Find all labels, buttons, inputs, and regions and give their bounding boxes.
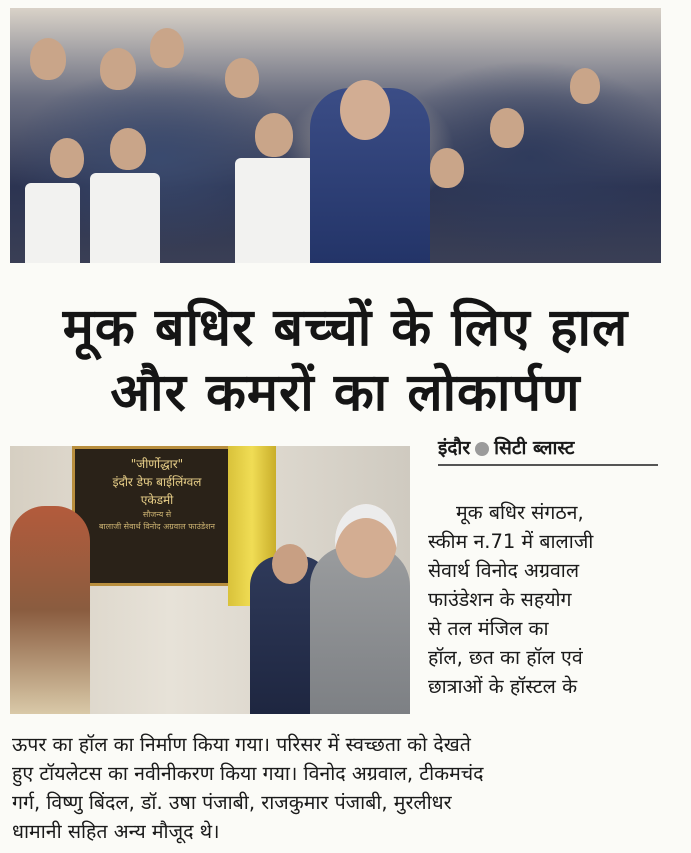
headline-line-2: और कमरों का लोकार्पण — [110, 363, 581, 423]
article-line: हुए टॉयलेटस का नवीनीकरण किया गया। विनोद अग्रवाल, टीकमचंद — [12, 762, 484, 785]
article-line: मूक बधिर संगठन, — [456, 501, 584, 524]
article-line: हॉल, छत का हॉल एवं — [428, 646, 583, 669]
dateline — [438, 434, 658, 466]
article-line: छात्राओं के हॉस्टल के — [428, 675, 578, 698]
inauguration-plaque: "जीर्णोद्धार" इंदौर डेफ बाईलिंग्वल एकेडमी सौजन्य से बालाजी सेवार्थ विनोद अग्रवाल फाउंडेशन — [72, 446, 242, 586]
dateline-city: इंदौर — [438, 437, 471, 459]
article-line: स्कीम न.71 में बालाजी — [428, 530, 594, 553]
dateline-source: सिटी ब्लास्ट — [494, 437, 575, 459]
article-column-text — [428, 498, 668, 701]
article-line: धामानी सहित अन्य मौजूद थे। — [12, 820, 220, 843]
article-line: गर्ग, विष्णु बिंदल, डॉ. उषा पंजाबी, राजकुमार पंजाबी, मुरलीधर — [12, 791, 452, 814]
article-full-width-text — [12, 730, 680, 846]
article-line: फाउंडेशन के सहयोग — [428, 588, 572, 611]
person-left — [10, 506, 90, 714]
article-line: ऊपर का हॉल का निर्माण किया गया। परिसर में स्वच्छता को देखते — [12, 733, 471, 756]
bullet-icon — [475, 442, 489, 456]
article-line: से तल मंजिल का — [428, 617, 549, 640]
bottom-photo-inauguration — [10, 446, 410, 714]
top-photo-children-with-guest — [10, 8, 661, 263]
headline-line-1: मूक बधिर बच्चों के लिए हाल — [62, 298, 629, 358]
article-line: सेवार्थ विनोद अग्रवाल — [428, 559, 580, 582]
